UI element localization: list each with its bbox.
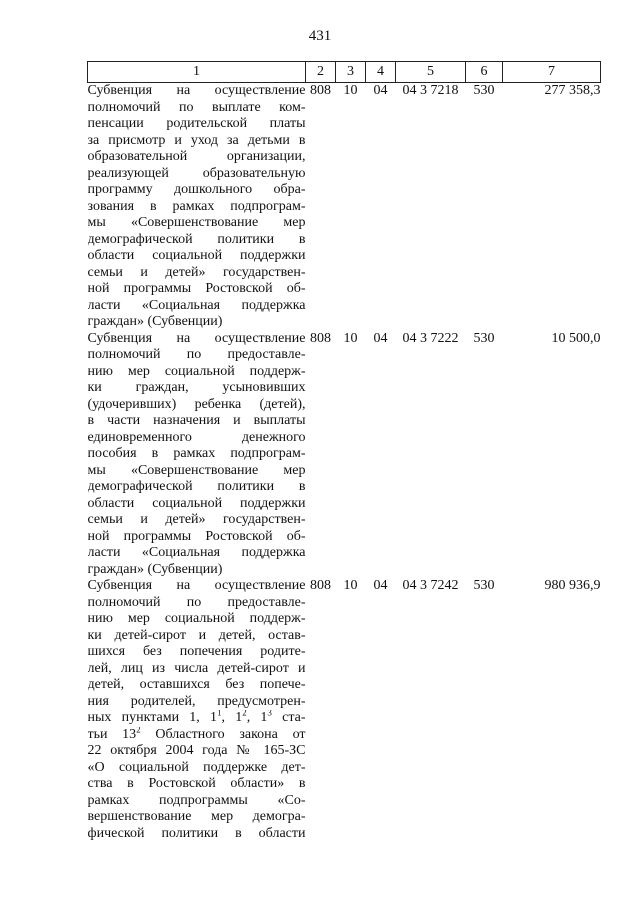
description-line: шихся без попечения родите- [87, 644, 306, 659]
superscript: 2 [136, 726, 141, 734]
description-line: пенсации родительской платы [87, 116, 306, 131]
cell-section: 10 [343, 330, 358, 346]
table-row [88, 331, 601, 579]
table-header-row [88, 62, 601, 83]
description-line: граждан» (Субвенции) [87, 561, 223, 577]
description-line: ния родителей, предусмотрен- [87, 693, 306, 709]
cell-ministry-code: 808 [310, 578, 331, 593]
description-line: (удочеривших) ребенка (детей), [87, 396, 306, 412]
description-line: полномочий по предоставле- [87, 594, 306, 610]
text-fragment: ных пунктами 1, 1 [87, 710, 217, 725]
description-line: ной программы Ростовской об- [87, 528, 306, 544]
description-line: программу дошкольного обра- [87, 182, 306, 197]
description-line: граждан» (Субвенции) [87, 314, 223, 329]
description-line: демографической политики в [87, 479, 306, 494]
description-line: нию мер социальной поддерж- [87, 363, 306, 379]
header-col-7: 7 [503, 62, 601, 83]
description-line: ной программы Ростовской об- [87, 281, 306, 296]
budget-table [87, 61, 601, 842]
description-line: в части назначения и выплаты [87, 413, 306, 428]
text-fragment: , 1 [246, 710, 268, 725]
description-line: ки граждан, усыновивших [87, 380, 306, 395]
cell-ministry-code: 808 [310, 330, 331, 346]
description-line: лей, лиц из числа детей-сирот и [87, 660, 306, 676]
cell-section: 10 [343, 578, 358, 593]
cell-target-article: 04 3 7242 [402, 578, 459, 593]
description-line: 22 октября 2004 года № 165-ЗС [87, 743, 306, 758]
description-line-with-superscripts [88, 710, 306, 727]
description-line: нию мер социальной поддерж- [87, 611, 306, 626]
superscript: 3 [267, 710, 272, 718]
description-line: ласти «Социальная поддержка [87, 297, 306, 313]
description-line: мы «Совершенствование мер [87, 462, 306, 478]
text-fragment: , 1 [221, 710, 243, 725]
text-fragment: ста- [271, 710, 306, 725]
cell-subsection: 04 [373, 578, 388, 593]
cell-amount: 277 358,3 [544, 83, 601, 98]
description-line: зования в рамках подпрограм- [87, 198, 306, 214]
header-col-6: 6 [466, 62, 503, 83]
description-line: за присмотр и уход за детьми в [87, 132, 306, 148]
description-line: ласти «Социальная поддержка [87, 545, 306, 560]
description-line: полномочий по выплате ком- [87, 99, 306, 115]
description-line: Субвенция на осуществление [87, 330, 306, 346]
description-line: семьи и детей» государствен- [87, 264, 306, 280]
cell-expense-type: 530 [473, 578, 495, 593]
header-col-5: 5 [396, 62, 466, 83]
cell-target-article: 04 3 7218 [402, 83, 459, 98]
description-line: фической политики в области [87, 825, 306, 841]
header-col-3: 3 [336, 62, 366, 83]
description-line: мы «Совершенствование мер [87, 215, 306, 230]
description-line: ки детей-сирот и детей, остав- [87, 627, 306, 643]
description-line: Субвенция на осуществление [87, 578, 306, 593]
header-col-4: 4 [366, 62, 396, 83]
page-number: 431 [308, 28, 332, 44]
superscript: 2 [242, 710, 247, 718]
cell-section: 10 [343, 83, 358, 98]
cell-subsection: 04 [373, 330, 388, 346]
cell-expense-type: 530 [473, 330, 495, 346]
text-fragment: тьи 13 [87, 726, 137, 742]
description-line: области социальной поддержки [87, 248, 306, 263]
description-line-with-superscripts [88, 727, 306, 744]
cell-ministry-code: 808 [310, 83, 331, 98]
description-line: ства в Ростовской области» в [87, 776, 306, 791]
row-description [88, 331, 306, 579]
table-row [88, 578, 601, 842]
row-description [88, 578, 306, 842]
description-line: пособия в рамках подпрограм- [87, 446, 306, 461]
table-row [88, 83, 601, 331]
cell-subsection: 04 [373, 83, 388, 98]
description-line: реализующей образовательную [87, 165, 306, 181]
text-fragment: Областного закона от [140, 726, 306, 742]
description-line: семьи и детей» государствен- [87, 512, 306, 527]
description-line: области социальной поддержки [87, 495, 306, 511]
description-line: полномочий по предоставле- [87, 347, 306, 362]
cell-amount: 980 936,9 [544, 578, 601, 593]
description-line: вершенствование мер демогра- [87, 809, 306, 824]
row-description [88, 83, 306, 331]
cell-target-article: 04 3 7222 [402, 330, 459, 346]
description-line: единовременного денежного [87, 429, 306, 445]
superscript: 1 [216, 710, 222, 718]
description-line: детей, оставшихся без попече- [87, 677, 306, 692]
description-line: «О социальной поддержке дет- [87, 759, 306, 775]
description-line: демографической политики в [87, 231, 306, 247]
description-line: Субвенция на осуществление [87, 83, 306, 98]
description-line: образовательной организации, [87, 149, 306, 164]
cell-amount: 10 500,0 [551, 330, 601, 346]
header-col-2: 2 [306, 62, 336, 83]
description-line: рамках подпрограммы «Со- [87, 792, 306, 808]
cell-expense-type: 530 [473, 83, 495, 98]
header-col-1: 1 [88, 62, 306, 83]
